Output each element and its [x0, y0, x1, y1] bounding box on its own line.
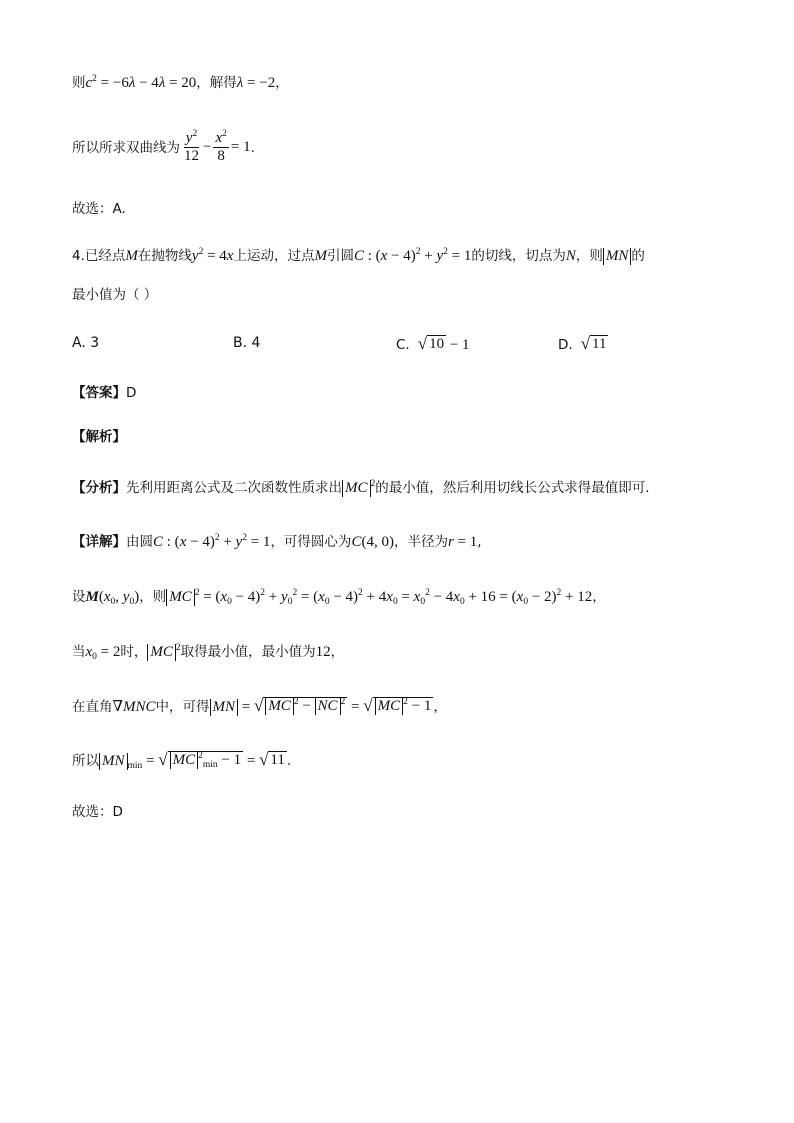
option-a: A. 3 — [72, 335, 100, 351]
option-d: D. √ 11 — [558, 334, 607, 353]
step-set-m: 设 $M(x_0$, $y_0$) ，则 MC $^2 = (x_0 - 4)^2 + y_0^2 = (x_0 - 4)^2 + 4x_0 = x_0^2 - 4x_0 + 16 = (x_0 - 2)^2 + 12$ ， — [72, 588, 606, 607]
question-4-line1: 4. 已经点 M 在抛物线 $y^2 = 4x$ 上运动，过点 M 引圆 C : $(x - 4)^2 + y^2 = 1$ 的切线，切点为 N ，则 MN 的 — [72, 247, 645, 264]
formula-lambda: λ = −2 — [236, 75, 276, 91]
option-c: C. √ 10 − 1 — [396, 334, 470, 353]
option-b: B. 4 — [233, 335, 261, 351]
line-choice-a: 故选：A. — [72, 201, 126, 217]
line-c-squared: 则 $c^2 = -6\lambda - 4\lambda = 20$ ，解得 λ = −2 ， — [72, 74, 289, 91]
step-when-x0: 当 $x_0 = 2$ 时， MC $^2$ 取得最小值，最小值为 12 ， — [72, 643, 345, 662]
fenxi-line: 【分析】 先利用距离公式及二次函数性质求出 MC $^2$ 的最小值，然后利用切线长公式求得最值即可. — [72, 479, 650, 496]
answer-line: 【答案】 D — [72, 385, 137, 401]
step-right-triangle: 在直角 ∇MNC 中，可得 MN = √ MC $^2$ − NC $^2$ = √ MC $^2$ − 1 ， — [72, 696, 447, 715]
xiangjie-line: 【详解】 由圆 C : $(x - 4)^2 + y^2 = 1$ ，可得圆心为 C(4, 0) ，半径为 r = 1 , — [72, 533, 482, 550]
analysis-heading: 【解析】 — [72, 429, 126, 445]
step-conclusion: 所以 MN $_{min}$ = √ MC $^2_{min}$ − 1 = √ 11 . — [72, 750, 292, 771]
final-choice: 故选：D — [72, 804, 123, 820]
formula-c-squared: $c^2 = -6\lambda - 4\lambda = 20$ — [85, 74, 197, 91]
question-4-line2: 最小值为（ ） — [72, 287, 158, 303]
line-hyperbola: 所以所求双曲线为 $\frac{y^2}{12}$ − $\frac{x^2}{8}$ = 1 . — [72, 129, 255, 164]
formula-hyperbola: $\frac{y^2}{12}$ − $\frac{x^2}{8}$ = 1 — [184, 129, 251, 164]
